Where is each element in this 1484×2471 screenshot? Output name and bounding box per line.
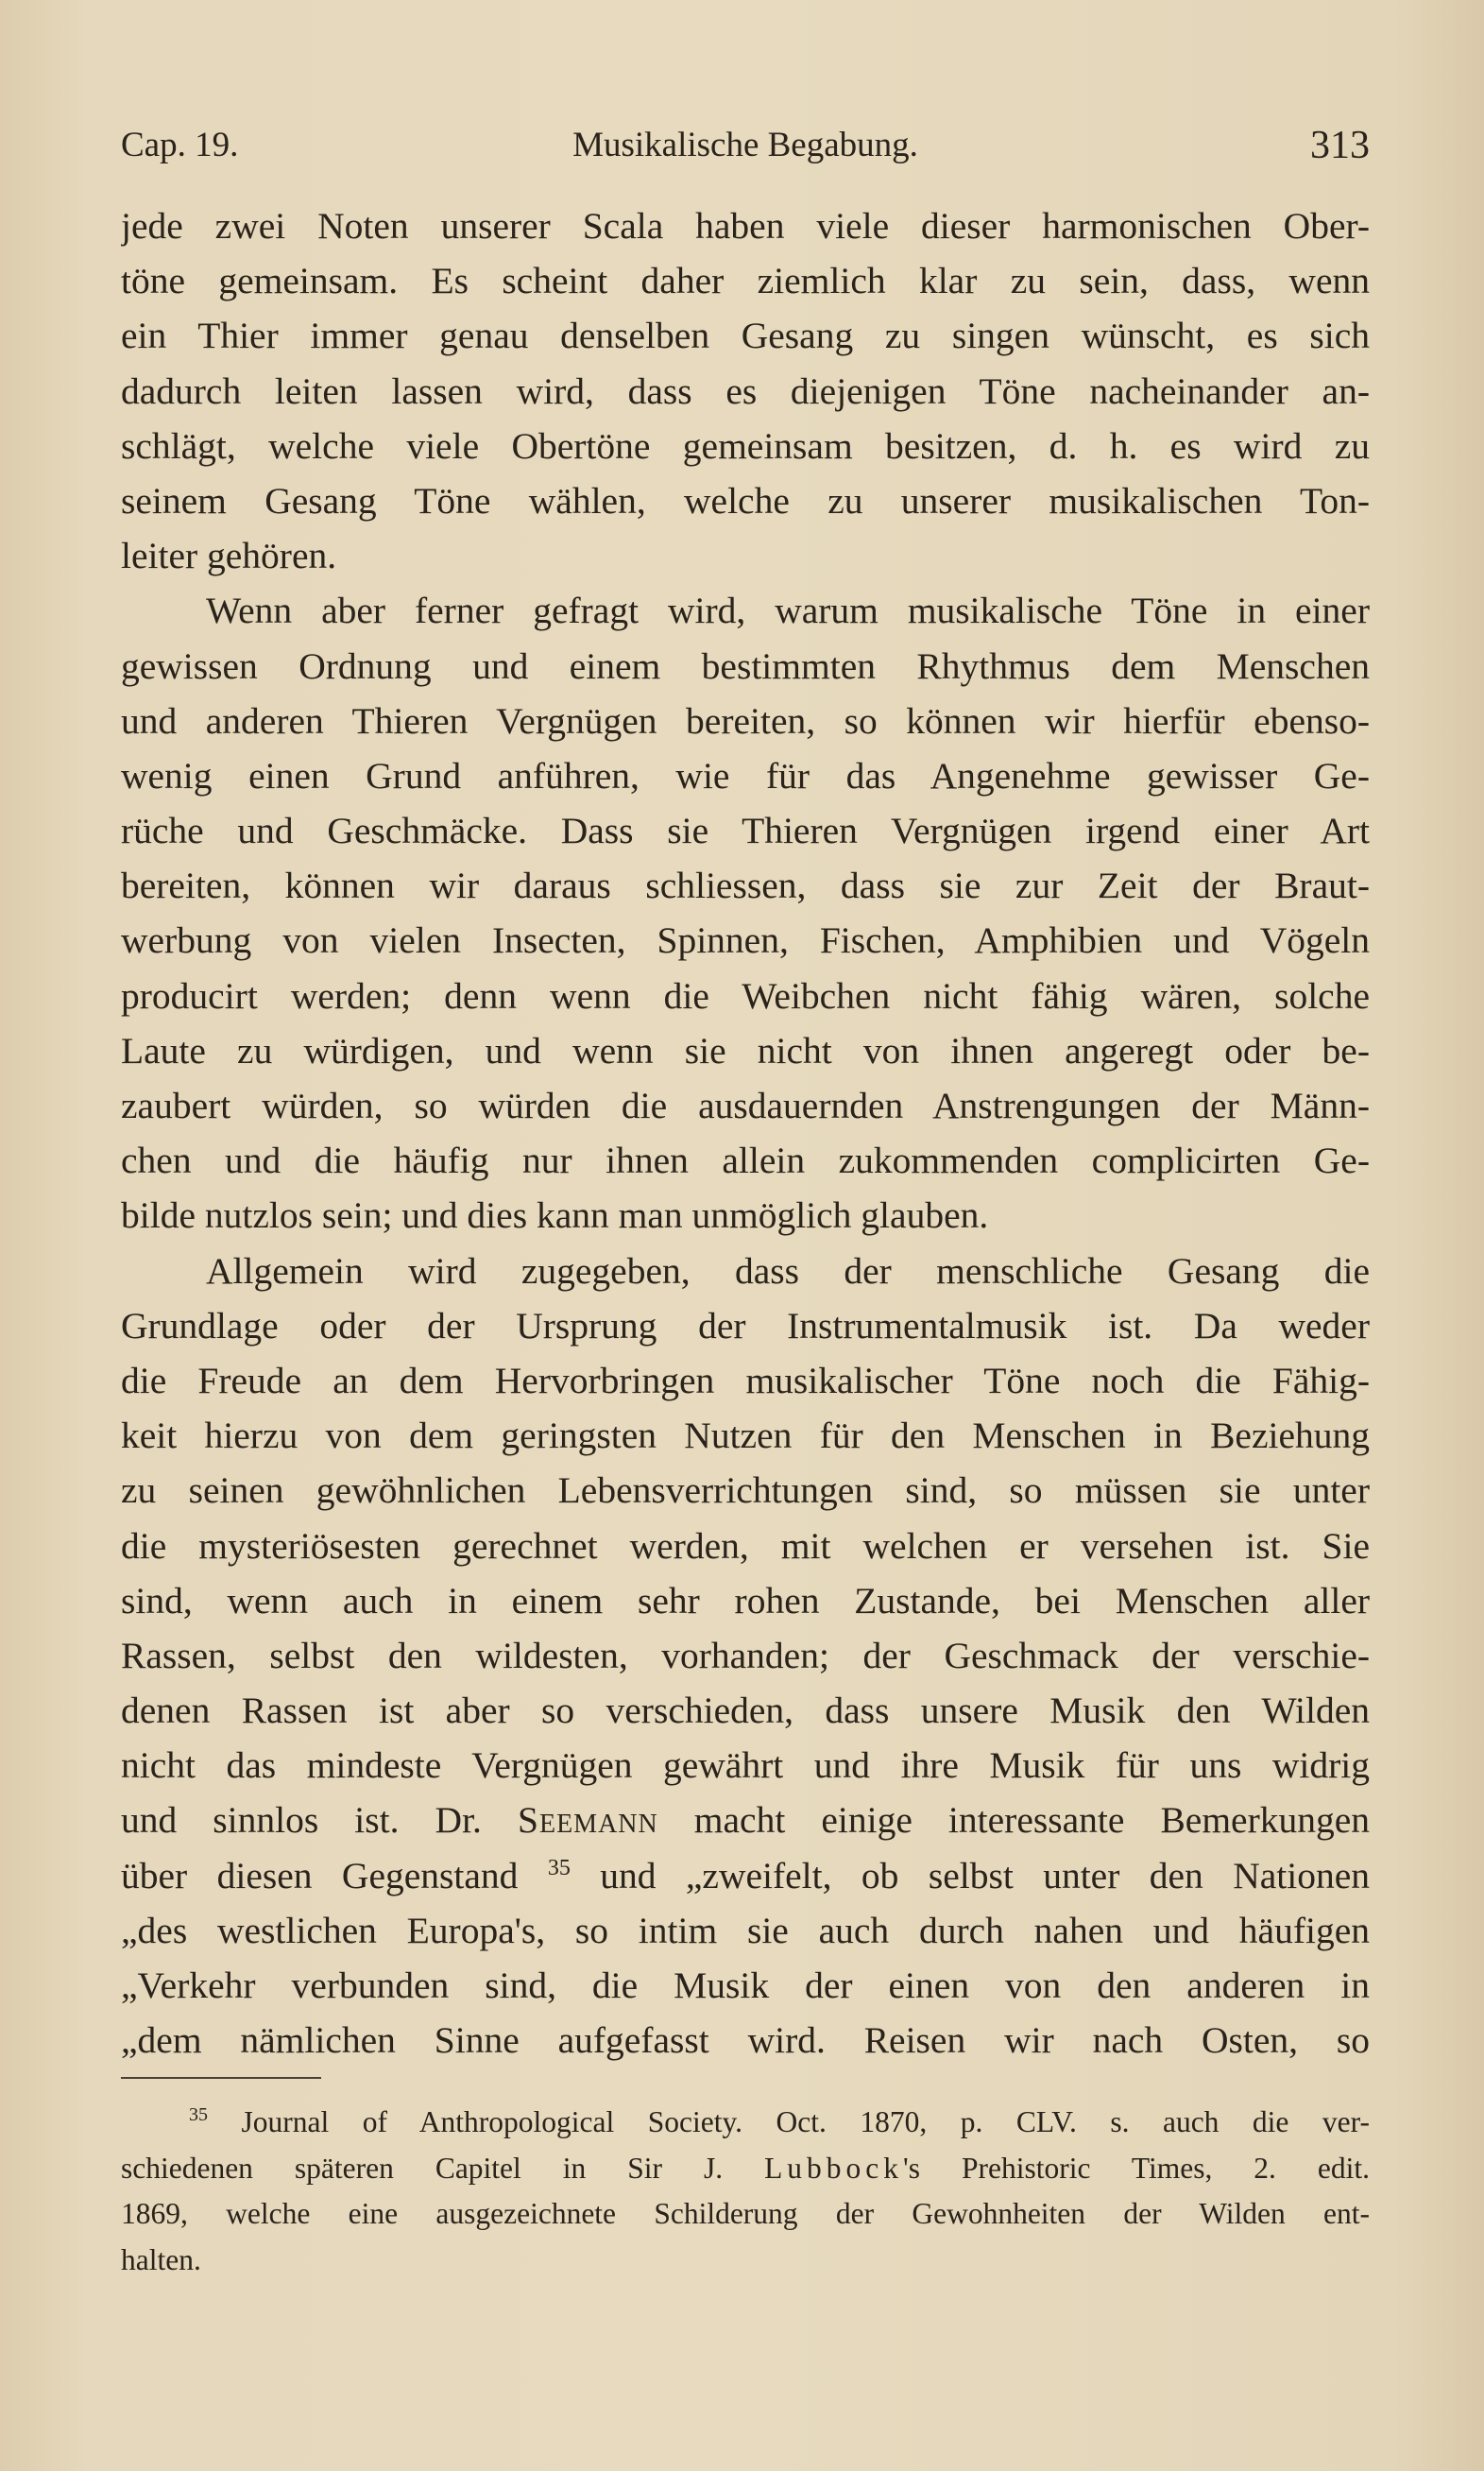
author-name: Lubbock bbox=[764, 2151, 904, 2185]
footnote-line bbox=[121, 2146, 1370, 2192]
text-line: werbung von vielen Insecten, Spinnen, Fischen, Amphibien und Vögeln bbox=[121, 919, 1370, 962]
author-name: Seemann bbox=[518, 1799, 658, 1842]
text-line: rüche und Geschmäcke. Dass sie Thieren Vergnügen irgend einer Art bbox=[121, 810, 1370, 852]
text-line bbox=[121, 1793, 1370, 1847]
text-line: Allgemein wird zugegeben, dass der menschliche Gesang die bbox=[206, 1249, 1370, 1292]
footnote-divider bbox=[121, 2077, 321, 2079]
text-segment: macht einige interessante Bemerkungen bbox=[693, 1799, 1370, 1842]
footnote-text: schiedenen späteren Capitel in Sir J. bbox=[121, 2151, 724, 2185]
text-line: die Freude an dem Hervorbringen musikalischer Töne noch die Fähig- bbox=[121, 1359, 1370, 1401]
text-line: zaubert würden, so würden die ausdauernden Anstrengungen der Männ- bbox=[121, 1085, 1370, 1126]
chapter-label: Cap. 19. bbox=[121, 126, 239, 164]
text-line: schlägt, welche viele Obertöne gemeinsam besitzen, d. h. es wird zu bbox=[121, 424, 1370, 467]
text-segment: und sinnlos ist. Dr. bbox=[121, 1799, 482, 1842]
text-line: producirt werden; denn wenn die Weibchen nicht fähig wären, solche bbox=[121, 974, 1370, 1017]
text-line: nicht das mindeste Vergnügen gewährt und ihre Musik für uns widrig bbox=[121, 1744, 1370, 1787]
footnote-marker: 35 bbox=[189, 2104, 208, 2125]
running-title: Musikalische Begabung. bbox=[572, 126, 918, 164]
text-line: Wenn aber ferner gefragt wird, warum musikalische Töne in einer bbox=[206, 590, 1370, 632]
text-line: die mysteriösesten gerechnet werden, mit welchen er versehen ist. Sie bbox=[121, 1524, 1370, 1567]
text-line: gewissen Ordnung und einem bestimmten Rhythmus dem Menschen bbox=[121, 644, 1370, 687]
text-line: Rassen, selbst den wildesten, vorhanden; der Geschmack der verschie- bbox=[121, 1634, 1370, 1676]
text-line: zu seinen gewöhnlichen Lebensverrichtungen sind, so müssen sie unter bbox=[121, 1469, 1370, 1512]
text-line: jede zwei Noten unserer Scala haben viele dieser harmonischen Ober- bbox=[121, 205, 1370, 247]
footnote-block bbox=[121, 2100, 1370, 2283]
footnote-reference[interactable]: 35 bbox=[547, 1855, 571, 1880]
text-line: leiter gehören. bbox=[121, 535, 337, 577]
text-line: bilde nutzlos sein; und dies kann man unmöglich glauben. bbox=[121, 1194, 989, 1237]
text-line: ein Thier immer genau denselben Gesang zu singen wünscht, es sich bbox=[121, 315, 1370, 357]
text-line: „des westlichen Europa's, so intim sie auch durch nahen und häufigen bbox=[121, 1909, 1370, 1951]
text-line: dadurch leiten lassen wird, dass es diejenigen Töne nacheinander an- bbox=[121, 369, 1370, 412]
text-line: chen und die häufig nur ihnen allein zukommenden complicirten Ge- bbox=[121, 1140, 1370, 1182]
footnote-line bbox=[121, 2100, 1370, 2146]
text-line: denen Rassen ist aber so verschieden, dass unsere Musik den Wilden bbox=[121, 1690, 1370, 1732]
text-line: wenig einen Grund anführen, wie für das Angenehme gewisser Ge- bbox=[121, 754, 1370, 797]
text-line: seinem Gesang Töne wählen, welche zu unserer musikalischen Ton- bbox=[121, 479, 1370, 522]
text-line: „dem nämlichen Sinne aufgefasst wird. Reisen wir nach Osten, so bbox=[121, 2019, 1370, 2062]
footnote-text: Journal of Anthropological Society. Oct. 1870, p. CLV. s. auch die ver- bbox=[241, 2105, 1370, 2138]
text-line bbox=[121, 1848, 1370, 1903]
footnote-line: halten. bbox=[121, 2242, 201, 2276]
page-number: 313 bbox=[1310, 124, 1370, 167]
text-line: bereiten, können wir daraus schliessen, dass sie zur Zeit der Braut- bbox=[121, 865, 1370, 907]
text-line: keit hierzu von dem geringsten Nutzen für den Menschen in Beziehung bbox=[121, 1415, 1370, 1457]
text-segment: und „zweifelt, ob selbst unter den Nationen bbox=[600, 1854, 1370, 1896]
footnote-text: 's Prehistoric Times, 2. edit. bbox=[903, 2151, 1370, 2185]
footnote-line: 1869, welche eine ausgezeichnete Schilderung der Gewohnheiten der Wilden ent- bbox=[121, 2197, 1370, 2230]
main-text bbox=[121, 198, 1370, 2068]
text-line: Laute zu würdigen, und wenn sie nicht von ihnen angeregt oder be- bbox=[121, 1029, 1370, 1072]
text-line: töne gemeinsam. Es scheint daher ziemlich klar zu sein, dass, wenn bbox=[121, 260, 1370, 302]
running-header bbox=[121, 119, 1370, 172]
text-line: „Verkehr verbunden sind, die Musik der einen von den anderen in bbox=[121, 1965, 1370, 2006]
text-line: und anderen Thieren Vergnügen bereiten, so können wir hierfür ebenso- bbox=[121, 699, 1370, 742]
text-line: Grundlage oder der Ursprung der Instrumentalmusik ist. Da weder bbox=[121, 1304, 1370, 1347]
text-line: sind, wenn auch in einem sehr rohen Zustande, bei Menschen aller bbox=[121, 1579, 1370, 1622]
text-segment: über diesen Gegenstand bbox=[121, 1854, 519, 1896]
